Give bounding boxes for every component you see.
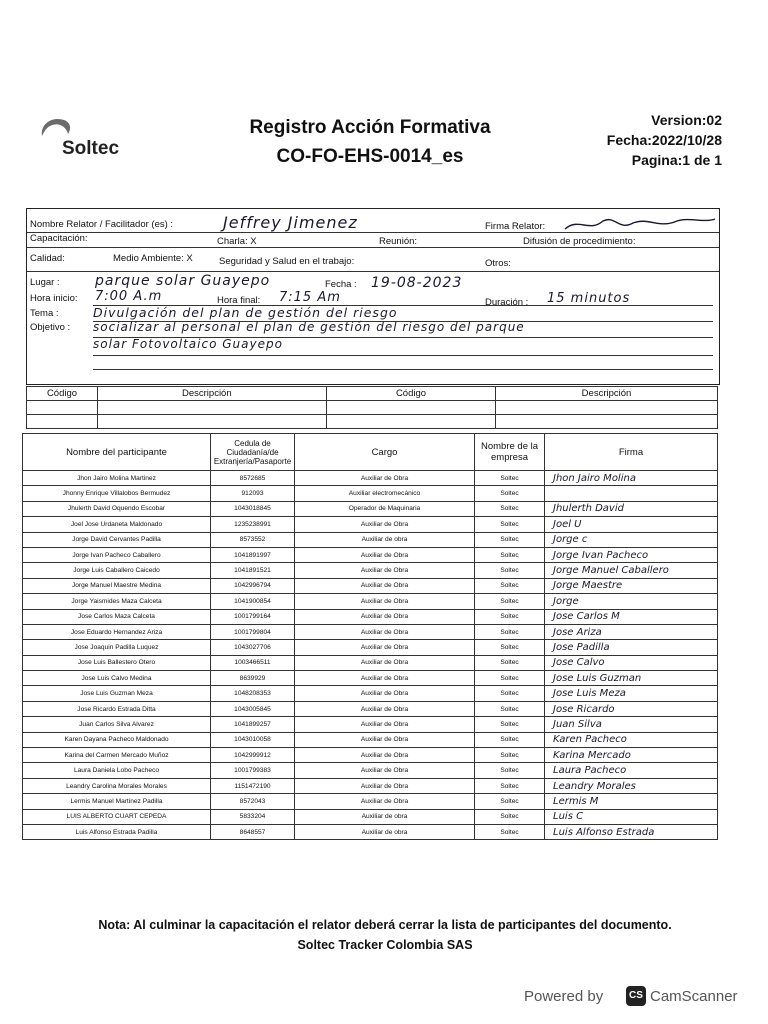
- footer-note: [40, 915, 730, 955]
- participant-signature: Karen Pacheco: [545, 732, 718, 747]
- objetivo-value-1: socializar al personal el plan de gestión del riesgo del parque: [93, 320, 525, 334]
- participant-company: Soltec: [475, 686, 545, 701]
- participant-name: Jorge Manuel Maestre Medina: [23, 578, 211, 593]
- calidad-label: Calidad:: [30, 253, 65, 264]
- participant-name: Juan Carlos Silva Alvarez: [23, 717, 211, 732]
- participant-name: Jose Luis Calvo Medina: [23, 671, 211, 686]
- fecha-label: Fecha :: [325, 279, 357, 290]
- lugar-label: Lugar :: [30, 277, 60, 288]
- difusion-label: Difusión de procedimiento:: [523, 236, 636, 247]
- participant-row: [23, 732, 718, 747]
- participant-id: 1041891997: [211, 547, 295, 562]
- participant-name: Jose Luis Guzman Meza: [23, 686, 211, 701]
- participant-company: Soltec: [475, 655, 545, 670]
- participant-id: 1041891521: [211, 563, 295, 578]
- participant-signature: [545, 486, 718, 501]
- participant-company: Soltec: [475, 594, 545, 609]
- participant-id: 1043027706: [211, 640, 295, 655]
- participant-row: [23, 655, 718, 670]
- participant-row: [23, 763, 718, 778]
- participant-name: Leandry Carolina Morales Morales: [23, 778, 211, 793]
- participant-role: Auxiliar de Obra: [295, 655, 475, 670]
- participant-id: 1041899257: [211, 717, 295, 732]
- participant-company: Soltec: [475, 748, 545, 763]
- participant-role: Auxiliar de Obra: [295, 609, 475, 624]
- participant-signature: Luis C: [545, 809, 718, 824]
- participant-company: Soltec: [475, 640, 545, 655]
- participant-row: [23, 517, 718, 532]
- participant-signature: Jose Calvo: [545, 655, 718, 670]
- participant-name: Jose Ricardo Estrada Ditta: [23, 701, 211, 716]
- firma-relator-label: Firma Relator:: [485, 221, 546, 232]
- participant-signature: Jorge Maestre: [545, 578, 718, 593]
- tema-value: Divulgación del plan de gestión del riesgo: [93, 305, 398, 320]
- participant-name: Jose Joaquin Padilla Luquez: [23, 640, 211, 655]
- participant-row: [23, 686, 718, 701]
- participant-role: Auxiliar de Obra: [295, 778, 475, 793]
- participant-row: [23, 594, 718, 609]
- participant-role: Auxiliar de Obra: [295, 594, 475, 609]
- participant-role: Auxiliar de obra: [295, 532, 475, 547]
- participant-role: Operador de Maquinaria: [295, 501, 475, 516]
- participant-id: 1043005845: [211, 701, 295, 716]
- camscanner-watermark: [520, 982, 755, 1012]
- participant-name: Jorge Ivan Pacheco Caballero: [23, 547, 211, 562]
- participant-company: Soltec: [475, 609, 545, 624]
- participant-role: Auxiliar de Obra: [295, 517, 475, 532]
- participant-signature: Jose Ricardo: [545, 701, 718, 716]
- participant-row: [23, 748, 718, 763]
- participant-row: [23, 471, 718, 486]
- participant-company: Soltec: [475, 532, 545, 547]
- footer-note-text: Nota: Al culminar la capacitación el relator deberá cerrar la lista de participantes del documento.: [98, 918, 672, 932]
- participant-id: 1048208353: [211, 686, 295, 701]
- participant-signature: Jose Carlos M: [545, 609, 718, 624]
- participant-role: Auxiliar de Obra: [295, 794, 475, 809]
- participant-id: 1043018845: [211, 501, 295, 516]
- participant-row: [23, 547, 718, 562]
- codes-table: [26, 386, 718, 429]
- participant-row: [23, 824, 718, 839]
- participant-row: [23, 578, 718, 593]
- seguridad-label: Seguridad y Salud en el trabajo:: [219, 256, 355, 267]
- soltec-logo: [36, 112, 136, 162]
- page-number: Pagina:1 de 1: [631, 152, 722, 168]
- participant-signature: Jhulerth David: [545, 501, 718, 516]
- participant-name: Jhon Jairo Molina Martinez: [23, 471, 211, 486]
- participant-id: 1001799383: [211, 763, 295, 778]
- footer-company: Soltec Tracker Colombia SAS: [297, 938, 473, 952]
- camscanner-name: CamScanner: [650, 988, 738, 1005]
- participant-row: [23, 701, 718, 716]
- participant-id: 1042996794: [211, 578, 295, 593]
- participant-name: Jorge David Cervantes Padilla: [23, 532, 211, 547]
- participant-company: Soltec: [475, 517, 545, 532]
- participant-row: [23, 501, 718, 516]
- participant-name: Lermis Manuel Martinez Padilla: [23, 794, 211, 809]
- participant-row: [23, 624, 718, 639]
- participant-name: Jose Eduardo Hernandez Ariza: [23, 624, 211, 639]
- powered-by-text: Powered by: [524, 988, 604, 1005]
- participant-name: Laura Daniela Lobo Pacheco: [23, 763, 211, 778]
- participant-role: Auxiliar de Obra: [295, 717, 475, 732]
- participant-name: Karen Dayana Pacheco Maldonado: [23, 732, 211, 747]
- descripcion-header-2: Descripción: [496, 387, 718, 401]
- participant-role: Auxiliar de Obra: [295, 578, 475, 593]
- tema-label: Tema :: [30, 308, 59, 319]
- hora-inicio-label: Hora inicio:: [30, 293, 78, 304]
- participant-signature: Jose Luis Meza: [545, 686, 718, 701]
- participant-company: Soltec: [475, 471, 545, 486]
- fecha-value: 19-08-2023: [371, 275, 463, 291]
- participant-role: Auxiliar de obra: [295, 809, 475, 824]
- participant-id: 8648557: [211, 824, 295, 839]
- participant-company: Soltec: [475, 794, 545, 809]
- participant-company: Soltec: [475, 671, 545, 686]
- participant-signature: Jorge c: [545, 532, 718, 547]
- version: Version:02: [651, 112, 722, 128]
- participant-signature: Lermis M: [545, 794, 718, 809]
- participant-signature: Laura Pacheco: [545, 763, 718, 778]
- participant-company: Soltec: [475, 778, 545, 793]
- participant-signature: Jorge Manuel Caballero: [545, 563, 718, 578]
- codigo-header-1: Código: [27, 387, 98, 401]
- participant-role: Auxiliar de Obra: [295, 640, 475, 655]
- objetivo-value-2: solar Fotovoltaico Guayepo: [93, 337, 283, 351]
- otros-label: Otros:: [485, 258, 511, 269]
- participant-id: 912093: [211, 486, 295, 501]
- hora-final-label: Hora final:: [217, 295, 261, 306]
- participant-row: [23, 563, 718, 578]
- participant-id: 1151472190: [211, 778, 295, 793]
- training-info-form: [26, 208, 720, 385]
- participant-signature: Leandry Morales: [545, 778, 718, 793]
- participant-row: [23, 640, 718, 655]
- participant-name: Jhulerth David Oquendo Escobar: [23, 501, 211, 516]
- participant-company: Soltec: [475, 547, 545, 562]
- header-firma: Firma: [545, 434, 718, 471]
- participant-signature: Karina Mercado: [545, 748, 718, 763]
- participant-signature: Juan Silva: [545, 717, 718, 732]
- participant-role: Auxiliar de Obra: [295, 624, 475, 639]
- participant-signature: Jose Padilla: [545, 640, 718, 655]
- participant-company: Soltec: [475, 824, 545, 839]
- participant-row: [23, 809, 718, 824]
- participants-table: [22, 433, 718, 840]
- participant-id: 1043010058: [211, 732, 295, 747]
- participant-id: 1042999912: [211, 748, 295, 763]
- participant-name: Jorge Luis Caballero Caicedo: [23, 563, 211, 578]
- hora-final-value: 7:15 Am: [279, 290, 341, 305]
- participant-signature: Jose Luis Guzman: [545, 671, 718, 686]
- objetivo-label: Objetivo :: [30, 322, 71, 333]
- participants-body: [23, 471, 718, 840]
- capacitacion-label: Capacitación:: [30, 233, 88, 244]
- doc-date: Fecha:2022/10/28: [606, 132, 722, 148]
- reunion-label: Reunión:: [379, 236, 418, 247]
- participant-row: [23, 486, 718, 501]
- participant-company: Soltec: [475, 486, 545, 501]
- participant-name: LUIS ALBERTO CUART CEPEDA: [23, 809, 211, 824]
- lugar-value: parque solar Guayepo: [95, 273, 271, 289]
- participant-signature: Jorge Ivan Pacheco: [545, 547, 718, 562]
- document-title: [200, 113, 540, 171]
- hora-inicio-value: 7:00 A.m: [95, 289, 163, 304]
- participant-role: Auxiliar de Obra: [295, 471, 475, 486]
- participant-id: 1001799804: [211, 624, 295, 639]
- participant-company: Soltec: [475, 501, 545, 516]
- participant-id: 8573552: [211, 532, 295, 547]
- header-nombre: Nombre del participante: [23, 434, 211, 471]
- participant-id: 1041900854: [211, 594, 295, 609]
- participant-company: Soltec: [475, 624, 545, 639]
- title-line-2: CO-FO-EHS-0014_es: [276, 146, 464, 167]
- participant-id: 8639929: [211, 671, 295, 686]
- participant-role: Auxiliar de Obra: [295, 563, 475, 578]
- relator-signature: [559, 211, 719, 237]
- header-cargo: Cargo: [295, 434, 475, 471]
- participant-role: Auxiliar de Obra: [295, 748, 475, 763]
- participant-name: Jose Carlos Maza Calceta: [23, 609, 211, 624]
- camscanner-icon: CS: [626, 986, 646, 1006]
- participant-row: [23, 778, 718, 793]
- header-cedula: Cedula de Ciudadanía/de Extranjería/Pasaporte: [211, 434, 295, 471]
- participant-name: Joel Jose Urdaneta Maldonado: [23, 517, 211, 532]
- participant-role: Auxiliar de Obra: [295, 547, 475, 562]
- participant-name: Jorge Yaismides Maza Calceta: [23, 594, 211, 609]
- participant-company: Soltec: [475, 809, 545, 824]
- participant-role: Auxiliar de Obra: [295, 763, 475, 778]
- participant-role: Auxiliar de obra: [295, 824, 475, 839]
- descripcion-header-1: Descripción: [98, 387, 327, 401]
- participant-name: Karina del Carmen Mercado Muñoz: [23, 748, 211, 763]
- document-meta: [560, 110, 722, 170]
- participant-signature: Luis Alfonso Estrada: [545, 824, 718, 839]
- participant-id: 8572685: [211, 471, 295, 486]
- duracion-value: 15 minutos: [547, 291, 631, 306]
- participant-row: [23, 532, 718, 547]
- medio-ambiente-label: Medio Ambiente: X: [113, 253, 193, 264]
- participant-signature: Jorge: [545, 594, 718, 609]
- participant-id: 1235238991: [211, 517, 295, 532]
- participant-company: Soltec: [475, 563, 545, 578]
- brand-name: Soltec: [62, 138, 120, 159]
- participant-role: Auxiliar de Obra: [295, 732, 475, 747]
- header-empresa: Nombre de la empresa: [475, 434, 545, 471]
- participant-role: Auxiliar de Obra: [295, 686, 475, 701]
- duracion-label: Duración :: [485, 297, 529, 308]
- participant-row: [23, 794, 718, 809]
- participant-signature: Joel U: [545, 517, 718, 532]
- participant-company: Soltec: [475, 578, 545, 593]
- participant-role: Auxiliar electromecánico: [295, 486, 475, 501]
- participant-signature: Jhon Jairo Molina: [545, 471, 718, 486]
- participant-company: Soltec: [475, 732, 545, 747]
- codigo-header-2: Código: [327, 387, 496, 401]
- participant-company: Soltec: [475, 763, 545, 778]
- participant-company: Soltec: [475, 701, 545, 716]
- participant-row: [23, 671, 718, 686]
- participant-company: Soltec: [475, 717, 545, 732]
- participant-signature: Jose Ariza: [545, 624, 718, 639]
- charla-label: Charla: X: [217, 236, 257, 247]
- title-line-1: Registro Acción Formativa: [249, 117, 491, 138]
- participant-name: Luis Alfonso Estrada Padilla: [23, 824, 211, 839]
- participant-role: Auxiliar de Obra: [295, 671, 475, 686]
- participant-role: Auxiliar de Obra: [295, 701, 475, 716]
- participant-row: [23, 717, 718, 732]
- participant-id: 8572043: [211, 794, 295, 809]
- participant-id: 1003466511: [211, 655, 295, 670]
- participant-id: 5833204: [211, 809, 295, 824]
- participant-name: Jhonny Enrique Villalobos Bermudez: [23, 486, 211, 501]
- participant-id: 1001799164: [211, 609, 295, 624]
- relator-value: Jeffrey Jimenez: [223, 213, 358, 232]
- participant-name: Jose Luis Ballestero Otero: [23, 655, 211, 670]
- participant-row: [23, 609, 718, 624]
- relator-label: Nombre Relator / Facilitador (es) :: [30, 219, 174, 230]
